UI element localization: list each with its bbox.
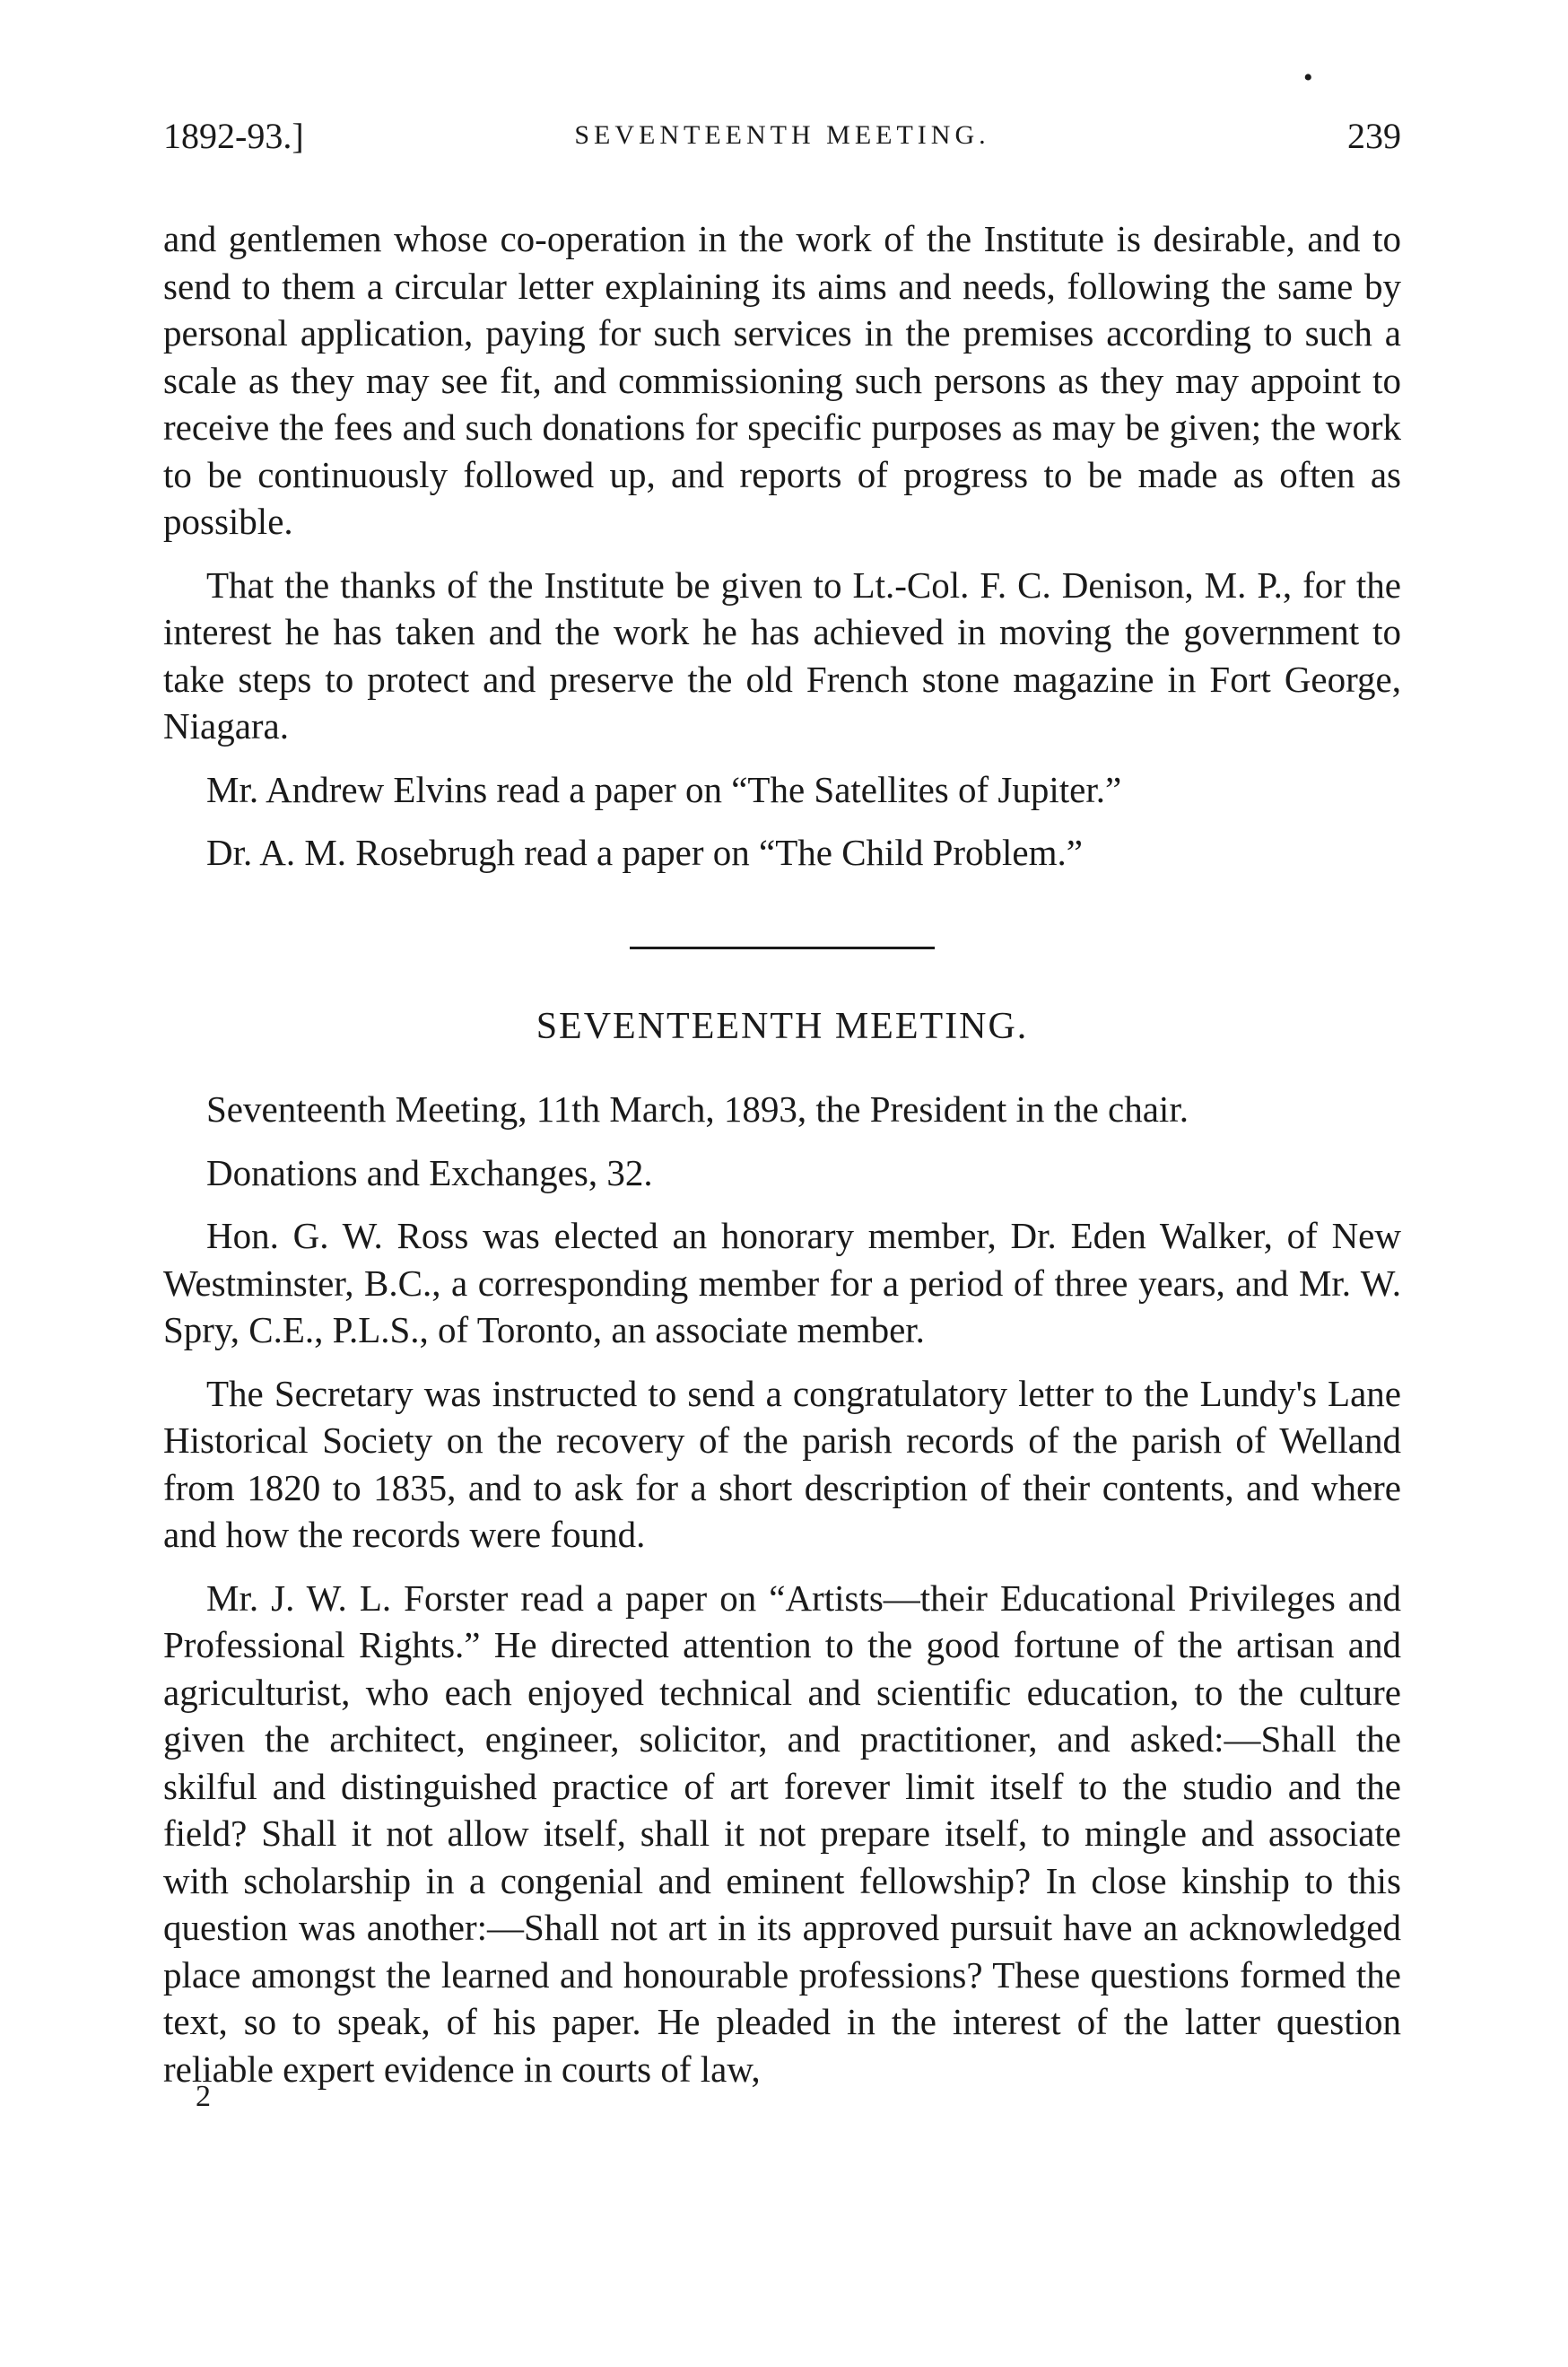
running-header: [163, 115, 1401, 169]
header-title: SEVENTEENTH MEETING.: [574, 120, 990, 150]
paragraph-members: Hon. G. W. Ross was elected an honorary member, Dr. Eden Walker, of New Westminster, B.C., a corresponding member for a period of three years, and Mr. W. Spry, C.E., P.L.S., of Toronto, an associate member.: [163, 1215, 1401, 1350]
paragraph-forster: Mr. J. W. L. Forster read a paper on “Artists—their Educational Privileges and Professional Rights.” He directed attention to the good fortune of the artisan and agriculturist, who each enjoyed technical and scientific education, to the culture given the architect, engineer, solicitor, and practitioner, and asked:—Shall the skilful and distinguished practice of art forever limit itself to the studio and the field? Shall it not allow itself, shall it not prepare itself, to mingle and associate with scholarship in a congenial and eminent fellowship? In close kinship to this question was another:—Shall not art in its approved pursuit have an acknowledged place amongst the learned and honourable professions? These questions formed the text, so to speak, of his paper. He pleaded in the interest of the latter question reliable expert evidence in courts of law,: [163, 1577, 1401, 2090]
section-divider: [630, 947, 935, 949]
paragraph-secretary: The Secretary was instructed to send a congratulatory letter to the Lundy's Lane Historical Society on the recovery of the parish records of the parish of Welland from 1820 to 1835, and to ask for a short description of their contents, and where and how the records were found.: [163, 1372, 1401, 1555]
paragraph-elvins: Mr. Andrew Elvins read a paper on “The Satellites of Jupiter.”: [206, 768, 1122, 810]
page-number: 239: [1347, 116, 1401, 156]
signature-mark: 2: [196, 2080, 211, 2113]
paragraph-donations: Donations and Exchanges, 32.: [206, 1151, 653, 1193]
page-mark: •: [1303, 63, 1313, 92]
section-heading: SEVENTEENTH MEETING.: [536, 1005, 1029, 1047]
header-year: 1892-93.]: [163, 116, 304, 156]
paragraph-rosebrugh: Dr. A. M. Rosebrugh read a paper on “The Child Problem.”: [206, 832, 1083, 873]
page-body: [163, 215, 1401, 2109]
paragraph-continuation: and gentlemen whose co-operation in the work of the Institute is desirable, and to send to them a circular letter explaining its aims and needs, following the same by personal application, paying for such services in the premises according to such a scale as they may see fit, and commissioning such persons as they may appoint to receive the fees and such donations for specific purposes as may be given; the work to be continuously followed up, and reports of progress to be made as often as possible.: [163, 218, 1401, 542]
paragraph-thanks: That the thanks of the Institute be given to Lt.-Col. F. C. Denison, M. P., for the interest he has taken and the work he has achieved in moving the government to take steps to protect and preserve the old French stone magazine in Fort George, Niagara.: [163, 563, 1401, 747]
paragraph-meeting-date: Seventeenth Meeting, 11th March, 1893, the President in the chair.: [206, 1088, 1189, 1130]
